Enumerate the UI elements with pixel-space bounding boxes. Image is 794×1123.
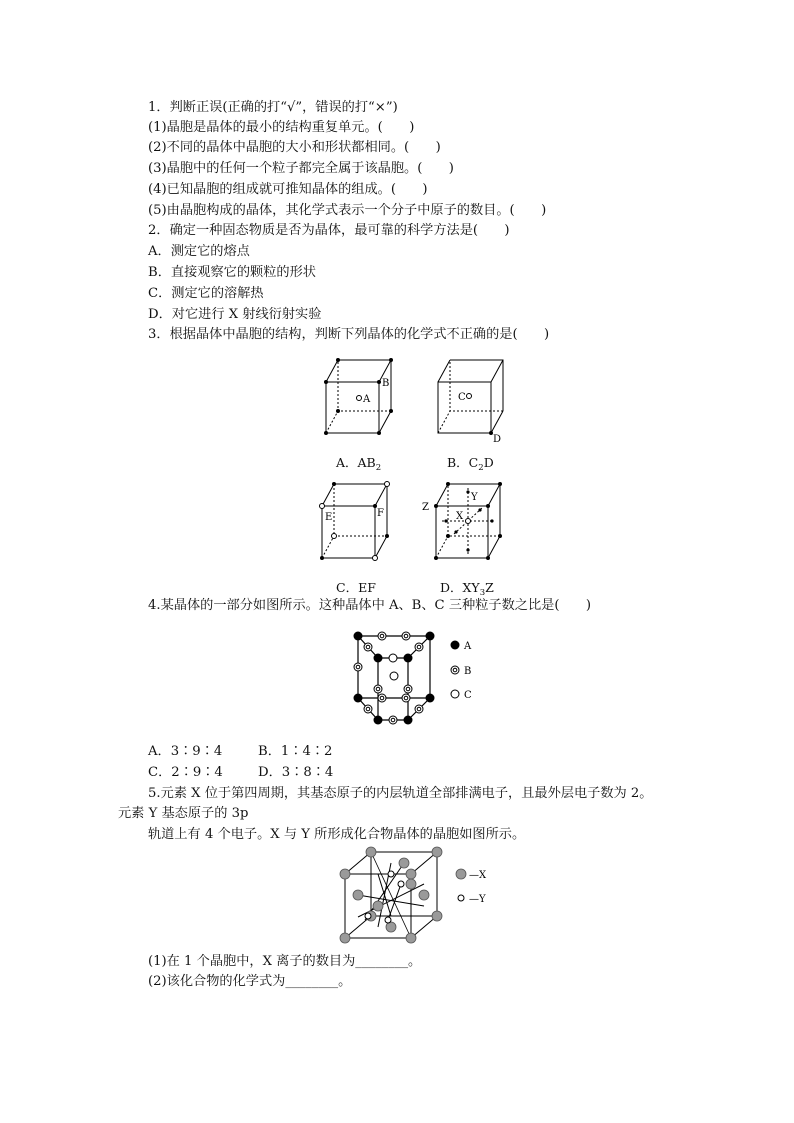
q5-line-3: 轨道上有 4 个电子。X 与 Y 所形成化合物晶体的晶胞如图所示。 bbox=[148, 827, 526, 842]
q1-item-5: (5)由晶胞构成的晶体，其化学式表示一个分子中原子的数目。( ) bbox=[148, 203, 547, 218]
label-c: C bbox=[458, 392, 466, 403]
label-d: D bbox=[493, 434, 502, 444]
q4-option-a: A．3∶9∶4 bbox=[148, 744, 223, 759]
q4-option-c: C．2∶9∶4 bbox=[148, 765, 223, 780]
q1-item-4: (4)已知晶胞的组成就可推知晶体的组成。( ) bbox=[148, 182, 428, 197]
q5-sub-question-1: (1)在 1 个晶胞中，X 离子的数目为________。 bbox=[148, 954, 422, 969]
q5-line-1: 5.元素 X 位于第四周期，其基态原子的内层轨道全部排满电子，且最外层电子数为 2。 bbox=[148, 786, 653, 801]
zinc-blende-cell-diagram bbox=[335, 844, 495, 946]
label-z: Z bbox=[422, 502, 429, 513]
q4-option-b: B．1∶4∶2 bbox=[258, 744, 333, 759]
q1-item-1: (1)晶胞是晶体的最小的结构重复单元。( ) bbox=[148, 120, 415, 135]
legend-c: C bbox=[464, 690, 472, 701]
cell-diagram-a bbox=[316, 352, 396, 442]
q2-option-c: C．测定它的溶解热 bbox=[148, 286, 264, 301]
label-e: E bbox=[325, 512, 333, 523]
q3-caption-d: D．$XY_3Z$ bbox=[440, 580, 494, 598]
legend-b: B bbox=[464, 666, 472, 677]
legend-y: —Y bbox=[469, 894, 486, 905]
cell-diagram-b bbox=[428, 352, 508, 444]
q5-sub-question-2: (2)该化合物的化学式为________。 bbox=[148, 974, 352, 989]
q2-option-d: D．对它进行 X 射线衍射实验 bbox=[148, 307, 322, 322]
q1-stem: 1．判断正误(正确的打“√”，错误的打“×”) bbox=[148, 100, 398, 115]
q1-item-3: (3)晶胞中的任何一个粒子都完全属于该晶胞。( ) bbox=[148, 161, 454, 176]
q4-stem: 4.某晶体的一部分如图所示。这种晶体中 A、B、C 三种粒子数之比是( ) bbox=[148, 598, 591, 613]
q3-caption-b: B．$C_2D$ bbox=[447, 455, 494, 473]
q1-item-2: (2)不同的晶体中晶胞的大小和形状都相同。( ) bbox=[148, 140, 441, 155]
legend-a: A bbox=[464, 641, 472, 652]
q3-caption-c: C．EF bbox=[336, 580, 376, 595]
cell-diagram-c bbox=[312, 476, 398, 566]
label-y: Y bbox=[471, 492, 478, 503]
crystal-prism-diagram bbox=[350, 628, 485, 730]
q5-line-2: 元素 Y 基态原子的 3p bbox=[118, 806, 249, 821]
label-a: A bbox=[363, 394, 371, 405]
q2-option-a: A．测定它的熔点 bbox=[148, 244, 250, 259]
label-f: F bbox=[377, 508, 384, 519]
q3-caption-a: A．$AB_2$ bbox=[336, 455, 382, 473]
label-b: B bbox=[382, 378, 390, 389]
label-x: X bbox=[456, 511, 464, 522]
q2-stem: 2．确定一种固态物质是否为晶体，最可靠的科学方法是( ) bbox=[148, 223, 510, 238]
q2-option-b: B．直接观察它的颗粒的形状 bbox=[148, 265, 316, 280]
q4-option-d: D．3∶8∶4 bbox=[258, 765, 334, 780]
q3-stem: 3．根据晶体中晶胞的结构，判断下列晶体的化学式不正确的是( ) bbox=[148, 327, 550, 342]
cell-diagram-d bbox=[422, 478, 508, 568]
legend-x: —X bbox=[469, 870, 487, 881]
